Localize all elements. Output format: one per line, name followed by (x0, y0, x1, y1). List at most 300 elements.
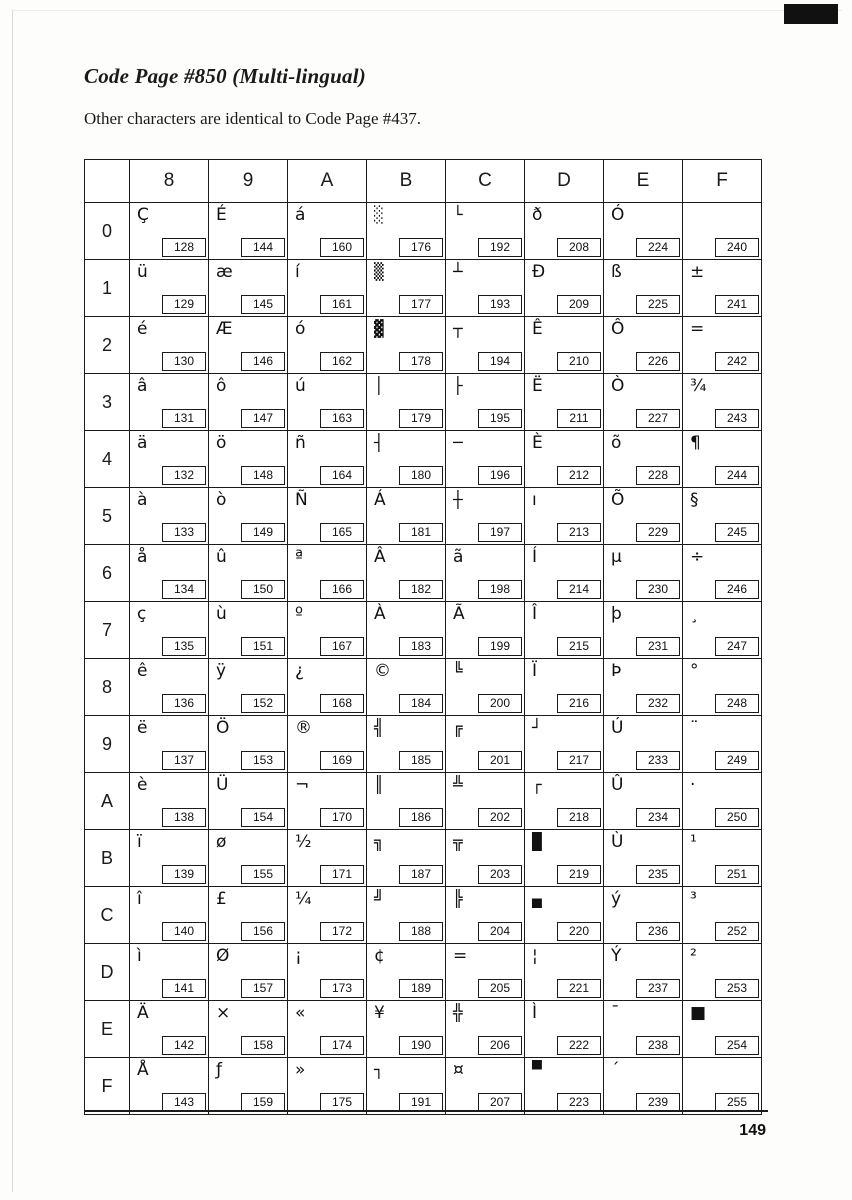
char-cell (525, 659, 604, 716)
char-glyph: « (295, 1003, 306, 1023)
char-cell (367, 317, 446, 374)
char-glyph: Ô (611, 319, 625, 339)
char-cell (525, 545, 604, 602)
row-header-a: A (85, 773, 130, 830)
char-glyph: Û (611, 775, 624, 795)
char-code: 207 (478, 1093, 522, 1112)
char-code: 227 (636, 409, 680, 428)
char-cell (288, 317, 367, 374)
footer-rule (84, 1110, 768, 1112)
char-code: 162 (320, 352, 364, 371)
char-cell (604, 944, 683, 1001)
char-cell (604, 659, 683, 716)
char-code: 172 (320, 922, 364, 941)
char-code: 142 (162, 1036, 206, 1055)
char-cell (130, 1058, 209, 1115)
char-glyph: ï (137, 832, 142, 852)
char-cell (525, 1001, 604, 1058)
char-cell (209, 773, 288, 830)
table-row (85, 488, 762, 545)
char-cell (288, 203, 367, 260)
page-content (84, 64, 768, 1115)
char-cell (367, 887, 446, 944)
char-cell (683, 716, 762, 773)
char-code: 175 (320, 1093, 364, 1112)
char-cell (446, 260, 525, 317)
char-cell (130, 374, 209, 431)
char-glyph: ° (690, 661, 699, 681)
char-code: 196 (478, 466, 522, 485)
char-glyph: ¦ (532, 946, 538, 966)
char-code: 169 (320, 751, 364, 770)
char-glyph: à (137, 490, 148, 510)
char-code: 166 (320, 580, 364, 599)
char-cell (683, 602, 762, 659)
char-cell (683, 431, 762, 488)
char-glyph: × (216, 1003, 231, 1023)
char-cell (367, 1058, 446, 1115)
char-code: 239 (636, 1093, 680, 1112)
char-glyph: ╬ (453, 1003, 463, 1022)
char-code: 209 (557, 295, 601, 314)
char-code: 186 (399, 808, 443, 827)
char-glyph: ╚ (453, 661, 463, 680)
char-code: 228 (636, 466, 680, 485)
char-glyph: ╝ (374, 889, 384, 908)
char-glyph: ç (137, 604, 147, 624)
table-row (85, 431, 762, 488)
char-cell (367, 773, 446, 830)
char-glyph: Á (374, 490, 386, 510)
char-code: 237 (636, 979, 680, 998)
char-code: 136 (162, 694, 206, 713)
table-row (85, 659, 762, 716)
row-header-5: 5 (85, 488, 130, 545)
char-code: 199 (478, 637, 522, 656)
char-glyph: » (295, 1060, 306, 1080)
char-cell (525, 944, 604, 1001)
column-header-8: 8 (130, 160, 209, 203)
char-glyph: ë (137, 718, 148, 738)
char-code: 204 (478, 922, 522, 941)
char-glyph: ─ (453, 433, 463, 452)
page-number: 149 (739, 1122, 766, 1139)
char-glyph: î (137, 889, 142, 909)
char-glyph: ù (216, 604, 227, 624)
char-code: 222 (557, 1036, 601, 1055)
char-glyph: ¼ (295, 889, 312, 909)
char-glyph: Â (374, 547, 386, 567)
char-cell (525, 830, 604, 887)
char-glyph: ¥ (374, 1003, 385, 1023)
char-glyph: Ä (137, 1003, 149, 1023)
char-cell (209, 602, 288, 659)
char-glyph: § (690, 490, 699, 510)
char-code: 130 (162, 352, 206, 371)
char-cell (446, 887, 525, 944)
char-glyph: ß (611, 262, 622, 282)
char-cell (130, 716, 209, 773)
char-glyph: ÿ (216, 661, 227, 681)
char-cell (209, 716, 288, 773)
char-cell (209, 887, 288, 944)
char-code: 145 (241, 295, 285, 314)
char-glyph: á (295, 205, 306, 225)
char-cell (525, 887, 604, 944)
char-cell (525, 1058, 604, 1115)
char-code: 185 (399, 751, 443, 770)
row-header-d: D (85, 944, 130, 1001)
char-glyph: ¸ (690, 604, 699, 624)
char-cell (209, 830, 288, 887)
char-glyph: è (137, 775, 148, 795)
char-cell (288, 944, 367, 1001)
char-cell (604, 374, 683, 431)
char-code: 189 (399, 979, 443, 998)
char-cell (604, 1001, 683, 1058)
char-glyph: ò (216, 490, 227, 510)
char-glyph: ┐ (374, 1060, 384, 1079)
char-cell (367, 830, 446, 887)
char-code: 152 (241, 694, 285, 713)
char-glyph (690, 205, 696, 225)
char-glyph: © (374, 661, 391, 681)
char-cell (525, 374, 604, 431)
char-glyph: ê (137, 661, 148, 681)
char-code: 232 (636, 694, 680, 713)
char-code: 170 (320, 808, 364, 827)
char-glyph: Þ (611, 661, 622, 681)
table-body (85, 203, 762, 1115)
char-cell (446, 545, 525, 602)
char-glyph: Ö (216, 718, 230, 738)
char-glyph: ö (216, 433, 227, 453)
char-glyph: Ë (532, 376, 543, 396)
char-cell (446, 431, 525, 488)
char-glyph: ± (690, 262, 705, 282)
char-code: 179 (399, 409, 443, 428)
char-glyph: £ (216, 889, 227, 909)
char-cell (525, 431, 604, 488)
char-glyph: Õ (611, 490, 625, 510)
char-code: 248 (715, 694, 759, 713)
char-code: 229 (636, 523, 680, 542)
char-code: 198 (478, 580, 522, 599)
char-code: 132 (162, 466, 206, 485)
char-code: 156 (241, 922, 285, 941)
char-cell (288, 545, 367, 602)
char-cell (604, 773, 683, 830)
char-cell (683, 545, 762, 602)
char-cell (604, 260, 683, 317)
table-row (85, 944, 762, 1001)
char-cell (446, 602, 525, 659)
char-cell (130, 602, 209, 659)
char-code: 182 (399, 580, 443, 599)
char-code: 246 (715, 580, 759, 599)
char-code: 214 (557, 580, 601, 599)
char-code: 210 (557, 352, 601, 371)
column-header-a: A (288, 160, 367, 203)
char-cell (209, 1058, 288, 1115)
table-header (85, 160, 762, 203)
char-cell (288, 659, 367, 716)
char-code: 236 (636, 922, 680, 941)
char-code: 147 (241, 409, 285, 428)
column-header-d: D (525, 160, 604, 203)
char-cell (604, 203, 683, 260)
char-code: 144 (241, 238, 285, 257)
char-cell (288, 887, 367, 944)
char-cell (367, 260, 446, 317)
char-cell (604, 488, 683, 545)
char-cell (683, 203, 762, 260)
char-glyph: ╣ (374, 718, 384, 737)
char-glyph: ┴ (453, 262, 463, 281)
char-glyph: = (453, 946, 468, 966)
row-header-b: B (85, 830, 130, 887)
char-code: 244 (715, 466, 759, 485)
char-cell (288, 488, 367, 545)
row-header-0: 0 (85, 203, 130, 260)
char-glyph: ã (453, 547, 464, 567)
char-glyph: ð (532, 205, 543, 225)
char-code: 253 (715, 979, 759, 998)
char-code: 240 (715, 238, 759, 257)
char-cell (683, 1058, 762, 1115)
char-cell (525, 602, 604, 659)
char-code: 251 (715, 865, 759, 884)
char-glyph: = (690, 319, 705, 339)
char-glyph: Ñ (295, 490, 308, 510)
char-glyph: █ (532, 832, 542, 851)
char-cell (683, 887, 762, 944)
char-glyph: ■ (690, 1003, 707, 1023)
char-code: 243 (715, 409, 759, 428)
column-header-b: B (367, 160, 446, 203)
page-title: Code Page #850 (Multi-lingual) (84, 64, 366, 88)
column-header-c: C (446, 160, 525, 203)
char-code: 183 (399, 637, 443, 656)
char-cell (367, 1001, 446, 1058)
char-cell (209, 431, 288, 488)
char-code: 143 (162, 1093, 206, 1112)
char-cell (683, 830, 762, 887)
char-code: 226 (636, 352, 680, 371)
char-cell (209, 659, 288, 716)
char-code: 164 (320, 466, 364, 485)
char-code: 153 (241, 751, 285, 770)
char-cell (367, 374, 446, 431)
char-code: 176 (399, 238, 443, 257)
char-glyph: Ï (532, 661, 538, 681)
row-header-f: F (85, 1058, 130, 1115)
char-glyph: ├ (453, 376, 463, 395)
char-cell (446, 830, 525, 887)
char-glyph: Ü (216, 775, 229, 795)
char-code: 139 (162, 865, 206, 884)
char-glyph: Ê (532, 319, 543, 339)
char-code: 157 (241, 979, 285, 998)
table-row (85, 317, 762, 374)
char-code: 149 (241, 523, 285, 542)
char-glyph: Å (137, 1060, 149, 1080)
char-glyph: ┤ (374, 433, 384, 452)
char-glyph: ƒ (216, 1060, 222, 1080)
char-code: 234 (636, 808, 680, 827)
char-glyph: ÷ (690, 547, 705, 567)
char-code: 223 (557, 1093, 601, 1112)
char-cell (446, 1001, 525, 1058)
char-cell (209, 488, 288, 545)
char-glyph: Ù (611, 832, 624, 852)
char-cell (130, 545, 209, 602)
table-row (85, 545, 762, 602)
char-cell (288, 1001, 367, 1058)
char-code: 154 (241, 808, 285, 827)
char-cell (130, 944, 209, 1001)
char-cell (367, 716, 446, 773)
char-code: 171 (320, 865, 364, 884)
char-glyph: ¾ (690, 376, 707, 396)
char-code: 235 (636, 865, 680, 884)
table-row (85, 1058, 762, 1115)
char-glyph: ¿ (295, 661, 305, 681)
char-cell (604, 1058, 683, 1115)
char-glyph: ô (216, 376, 227, 396)
char-glyph: ░ (374, 205, 384, 224)
char-cell (209, 545, 288, 602)
char-cell (367, 659, 446, 716)
char-glyph: ╗ (374, 832, 384, 851)
char-cell (288, 716, 367, 773)
char-code: 194 (478, 352, 522, 371)
char-code: 174 (320, 1036, 364, 1055)
char-code: 180 (399, 466, 443, 485)
char-glyph: ¢ (374, 946, 385, 966)
char-cell (525, 317, 604, 374)
row-header-e: E (85, 1001, 130, 1058)
char-code: 247 (715, 637, 759, 656)
char-glyph: å (137, 547, 148, 567)
char-cell (288, 374, 367, 431)
row-header-c: C (85, 887, 130, 944)
row-header-6: 6 (85, 545, 130, 602)
char-cell (683, 374, 762, 431)
char-glyph: ┌ (532, 775, 542, 794)
char-glyph: ü (137, 262, 148, 282)
char-code: 250 (715, 808, 759, 827)
char-code: 255 (715, 1093, 759, 1112)
char-glyph: é (137, 319, 148, 339)
char-code: 231 (636, 637, 680, 656)
char-glyph: · (690, 775, 696, 795)
char-glyph: Í (532, 547, 538, 567)
char-glyph: Ø (216, 946, 230, 966)
char-glyph: â (137, 376, 148, 396)
char-glyph: ▀ (532, 1060, 542, 1079)
char-glyph: ▓ (374, 319, 384, 338)
column-header-f: F (683, 160, 762, 203)
char-code: 203 (478, 865, 522, 884)
char-code: 206 (478, 1036, 522, 1055)
char-cell (604, 887, 683, 944)
char-code: 134 (162, 580, 206, 599)
char-code: 216 (557, 694, 601, 713)
char-glyph: Ú (611, 718, 624, 738)
char-code: 161 (320, 295, 364, 314)
char-cell (130, 431, 209, 488)
char-cell (446, 773, 525, 830)
char-cell (525, 203, 604, 260)
char-code: 205 (478, 979, 522, 998)
char-code: 192 (478, 238, 522, 257)
code-page-table (84, 159, 762, 1115)
char-cell (604, 716, 683, 773)
char-glyph: ´ (611, 1060, 620, 1080)
char-code: 168 (320, 694, 364, 713)
char-glyph: í (295, 262, 300, 282)
char-glyph: ª (295, 547, 304, 567)
char-glyph: õ (611, 433, 622, 453)
char-glyph: º (295, 604, 304, 624)
char-glyph: ø (216, 832, 227, 852)
scan-mark-artifact (784, 4, 838, 24)
row-header-9: 9 (85, 716, 130, 773)
row-header-4: 4 (85, 431, 130, 488)
char-cell (209, 317, 288, 374)
table-row (85, 773, 762, 830)
char-code: 177 (399, 295, 443, 314)
char-cell (288, 773, 367, 830)
char-code: 150 (241, 580, 285, 599)
char-code: 148 (241, 466, 285, 485)
char-code: 242 (715, 352, 759, 371)
char-cell (367, 431, 446, 488)
char-glyph: Ð (532, 262, 546, 282)
char-code: 201 (478, 751, 522, 770)
char-glyph: ¡ (295, 946, 302, 966)
char-cell (130, 488, 209, 545)
char-code: 230 (636, 580, 680, 599)
char-glyph: ¶ (690, 433, 701, 453)
char-cell (683, 659, 762, 716)
char-glyph: Æ (216, 319, 233, 339)
char-glyph: ¨ (690, 718, 699, 738)
char-code: 252 (715, 922, 759, 941)
char-cell (683, 488, 762, 545)
char-code: 173 (320, 979, 364, 998)
char-code: 141 (162, 979, 206, 998)
char-code: 197 (478, 523, 522, 542)
char-glyph: È (532, 433, 543, 453)
char-cell (683, 944, 762, 1001)
char-cell (130, 773, 209, 830)
char-glyph: ║ (374, 775, 384, 794)
char-glyph: Ò (611, 376, 625, 396)
table-row (85, 203, 762, 260)
char-glyph: ╠ (453, 889, 463, 908)
char-code: 218 (557, 808, 601, 827)
char-code: 135 (162, 637, 206, 656)
table-row (85, 260, 762, 317)
char-code: 215 (557, 637, 601, 656)
char-code: 213 (557, 523, 601, 542)
char-cell (130, 830, 209, 887)
char-code: 225 (636, 295, 680, 314)
char-code: 249 (715, 751, 759, 770)
char-code: 151 (241, 637, 285, 656)
